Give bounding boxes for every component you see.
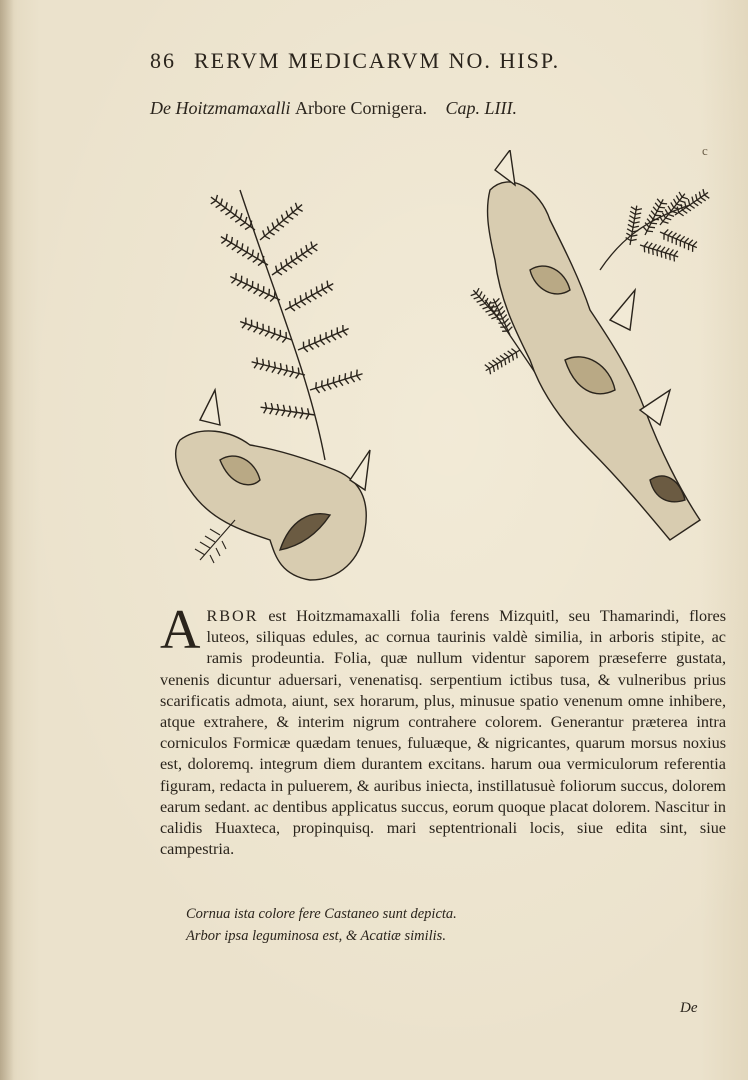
annotations	[186, 903, 606, 947]
chapter-prefix: De	[150, 98, 171, 118]
acacia-branch-with-horns-alt-icon	[470, 150, 720, 570]
chapter-heading	[150, 98, 710, 119]
drop-cap: A	[160, 599, 201, 661]
page-number: 86	[150, 48, 176, 73]
running-title: RERVM MEDICARVM NO. HISP.	[194, 48, 561, 73]
chapter-descriptor: Arbore Cornigera.	[295, 98, 427, 118]
chapter-number: Cap. LIII.	[445, 98, 517, 118]
annotation-line-1: Cornua ista colore fere Castaneo sunt depicta.	[186, 906, 457, 922]
gutter-shadow	[0, 0, 14, 1080]
running-head	[150, 48, 650, 74]
lead-word: RBOR	[206, 607, 259, 625]
body-paragraph-text: est Hoitzmamaxalli folia ferens Mizquitl, seu Thamarindi, flores luteos, siliquas edules, ac cornua taurinis valdè similia, in arboris stipite, ac ramis prodeuntia. Folia, quæ nullum videntur saporem præseferre gustata, venenis dicuntur aduersari, venenatisq. serpentium ictibus tusa, & vulneribus prius scarificatis admota, aiunt, sex horarum, plus, minusue spatio venenum omne inhibere, atque extrahere, & interim nigrum contrahere colorem. Generantur præterea intra corniculos Formicæ quædam tenues, fuluæque, & nigricantes, quarum morsus noxius est, doloremq. integrum diem durantem excitans. harum oua vermiculorum referentia figuram, redacta in puluerem, & auribus iniecta, instillatusuè foliorum succus, dolorem earum sedant. ac dentibus applicatus succus, eorum quoque placat dolorem. Nascitur in calidis Huaxteca, propinquisq. mari septentrionali locis, siue edita sint, siue campestria.	[160, 607, 727, 859]
catchword: De	[680, 1000, 698, 1016]
acacia-branch-with-horns-icon	[160, 160, 400, 590]
margin-mark: c	[702, 143, 708, 158]
body-text	[160, 599, 727, 860]
plant-name: Hoitzmamaxalli	[175, 98, 291, 118]
annotation-line-2: Arbor ipsa leguminosa est, & Acatiæ similis.	[186, 928, 446, 944]
body-paragraph	[160, 599, 727, 860]
